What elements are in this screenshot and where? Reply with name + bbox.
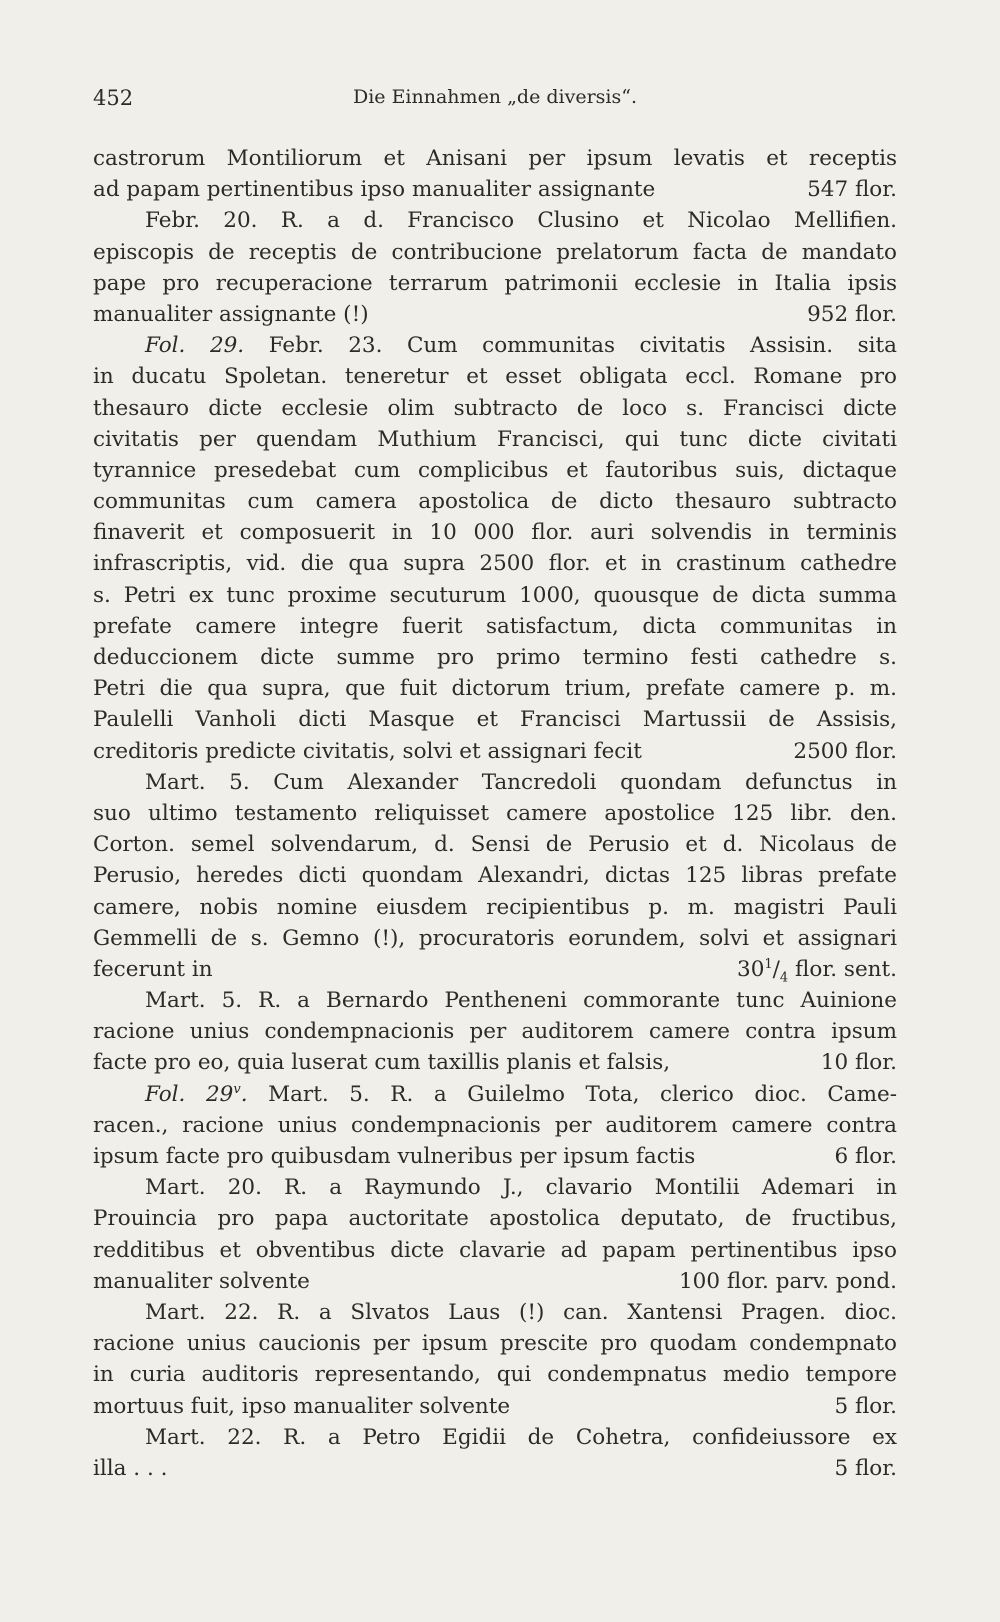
- entry-text: Febr. 23. Cum communitas civitatis Assisin. sita: [268, 333, 897, 359]
- entry-start-line: Mart. 5. R. a Bernardo Pentheneni commorante tunc Auinione: [145, 988, 897, 1014]
- entry-line: [93, 954, 897, 985]
- entry-text: facte pro eo, quia luserat cum taxillis planis et falsis,: [93, 1050, 671, 1076]
- entry-amount: 10 flor.: [820, 1050, 897, 1076]
- entry-amount: $30^1/_4$ flor. sent.: [737, 956, 897, 986]
- text-line: prefate camere integre fuerit satisfactum, dicta communitas in: [93, 613, 897, 639]
- entry-start-line: Mart. 22. R. a Slvatos Laus (!) can. Xantensi Pragen. dioc.: [145, 1299, 897, 1325]
- entry-text: mortuus fuit, ipso manualiter solvente: [93, 1393, 511, 1419]
- text-line: redditibus et obventibus dicte clavarie ad papam pertinentibus ipso: [93, 1237, 897, 1263]
- entry-text: fecerunt in: [93, 956, 213, 982]
- page-header: [93, 86, 897, 118]
- entry-text: manualiter assignante (!): [93, 301, 369, 327]
- text-line: in ducatu Spoletan. teneretur et esset obligata eccl. Romane pro: [93, 364, 897, 390]
- entry-start-line: Mart. 20. R. a Raymundo J., clavario Montilii Ademari in: [145, 1175, 897, 1201]
- text-line: Prouincia pro papa auctoritate apostolica deputato, de fructibus,: [93, 1206, 897, 1232]
- text-line: Gemmelli de s. Gemno (!), procuratoris eorundem, solvi et assignari: [93, 925, 897, 951]
- text-line: Petri die qua supra, que fuit dictorum trium, prefate camere p. m.: [93, 676, 897, 702]
- text-line: Perusio, heredes dicti quondam Alexandri, dictas 125 libras prefate: [93, 863, 897, 889]
- entry-text: Mart. 5. R. a Guilelmo Tota, clerico dioc. Came-: [268, 1081, 897, 1107]
- entry-line: [93, 174, 897, 205]
- text-line: pape pro recuperacione terrarum patrimonii ecclesie in Italia ipsis: [93, 270, 897, 296]
- text-line: suo ultimo testamento reliquisset camere apostolice 125 libr. den.: [93, 800, 897, 826]
- entry-line: [93, 1266, 897, 1297]
- entry-amount: 6 flor.: [834, 1144, 897, 1169]
- entry-line: [93, 736, 897, 767]
- running-title: Die Einnahmen „de diversis“.: [352, 86, 638, 108]
- text-line: camere, nobis nomine eiusdem recipientibus p. m. magistri Pauli: [93, 894, 897, 920]
- text-line: racione unius caucionis per ipsum prescite pro quodam condempnato: [93, 1331, 897, 1357]
- entry-text: manualiter solvente: [93, 1268, 310, 1294]
- text-line: episcopis de receptis de contribucione prelatorum facta de mandato: [93, 239, 897, 265]
- entry-amount: 100 flor. parv. pond.: [678, 1268, 897, 1294]
- text-line: finaverit et composuerit in 10 000 flor. auri solvendis in terminis: [93, 520, 897, 546]
- text-line: civitatis per quendam Muthium Francisci, qui tunc dicte civitati: [93, 426, 897, 452]
- text-line: s. Petri ex tunc proxime secuturum 1000, quousque de dicta summa: [93, 582, 897, 608]
- entry-amount: 5 flor.: [834, 1455, 897, 1481]
- entry-line: [93, 1047, 897, 1078]
- amount-number: 30: [737, 956, 765, 982]
- fraction-numerator: 1: [764, 956, 773, 972]
- fraction-denominator: 4: [779, 970, 789, 986]
- entry-text: illa . . .: [93, 1455, 168, 1481]
- folio-ref: Fol. 29.: [145, 333, 245, 359]
- text-line: communitas cum camera apostolica de dicto thesauro subtracto: [93, 489, 897, 515]
- text-line: racione unius condempnacionis per auditorem camere contra ipsum: [93, 1019, 897, 1045]
- entry-text: creditoris predicte civitatis, solvi et assignari fecit: [93, 738, 642, 764]
- folio-label: Fol. 29: [145, 1081, 234, 1107]
- entry-start-line: Mart. 22. R. a Petro Egidii de Cohetra, confideiussore ex: [145, 1424, 897, 1450]
- entry-start-line: [93, 330, 897, 361]
- folio-verso-mark: v: [233, 1081, 241, 1097]
- text-line: deduccionem dicte summe pro primo termino festi cathedre s.: [93, 645, 897, 670]
- entry-start-line: [93, 1079, 897, 1110]
- text-line: tyrannice presedebat cum complicibus et fautoribus suis, dictaque: [93, 457, 897, 483]
- entry-amount: 547 flor.: [807, 177, 897, 203]
- entry-start-line: Febr. 20. R. a d. Francisco Clusino et Nicolao Mellifien.: [145, 208, 897, 234]
- entry-line: [93, 1453, 897, 1484]
- text-line: infrascriptis, vid. die qua supra 2500 flor. et in crastinum cathedre: [93, 551, 897, 577]
- text-line: Paulelli Vanholi dicti Masque et Francisci Martussii de Assisis,: [93, 707, 897, 733]
- entry-amount: 952 flor.: [807, 301, 897, 327]
- text-line: in curia auditoris representando, qui condempnatus medio tempore: [93, 1362, 897, 1388]
- entry-amount: 2500 flor.: [793, 738, 897, 764]
- entry-amount: 5 flor.: [834, 1393, 897, 1419]
- entry-text: ad papam pertinentibus ipso manualiter assignante: [93, 177, 656, 203]
- folio-ref: [145, 1082, 248, 1107]
- text-line: thesauro dicte ecclesie olim subtracto de loco s. Francisci dicte: [93, 395, 897, 421]
- entry-line: [93, 1391, 897, 1422]
- body-text: [93, 143, 897, 1484]
- page-number: 452: [93, 86, 134, 110]
- entry-start-line: Mart. 5. Cum Alexander Tancredoli quondam defunctus in: [145, 769, 897, 795]
- text-line: castrorum Montiliorum et Anisani per ipsum levatis et receptis: [93, 146, 897, 171]
- entry-text: ipsum facte pro quibusdam vulneribus per ipsum factis: [93, 1144, 696, 1169]
- entry-line: [93, 1141, 897, 1172]
- text-line: Corton. semel solvendarum, d. Sensi de Perusio et d. Nicolaus de: [93, 832, 897, 858]
- folio-period: .: [240, 1081, 248, 1107]
- entry-line: [93, 299, 897, 330]
- text-line: racen., racione unius condempnacionis per auditorem camere contra: [93, 1112, 897, 1138]
- amount-unit: flor. sent.: [795, 956, 897, 982]
